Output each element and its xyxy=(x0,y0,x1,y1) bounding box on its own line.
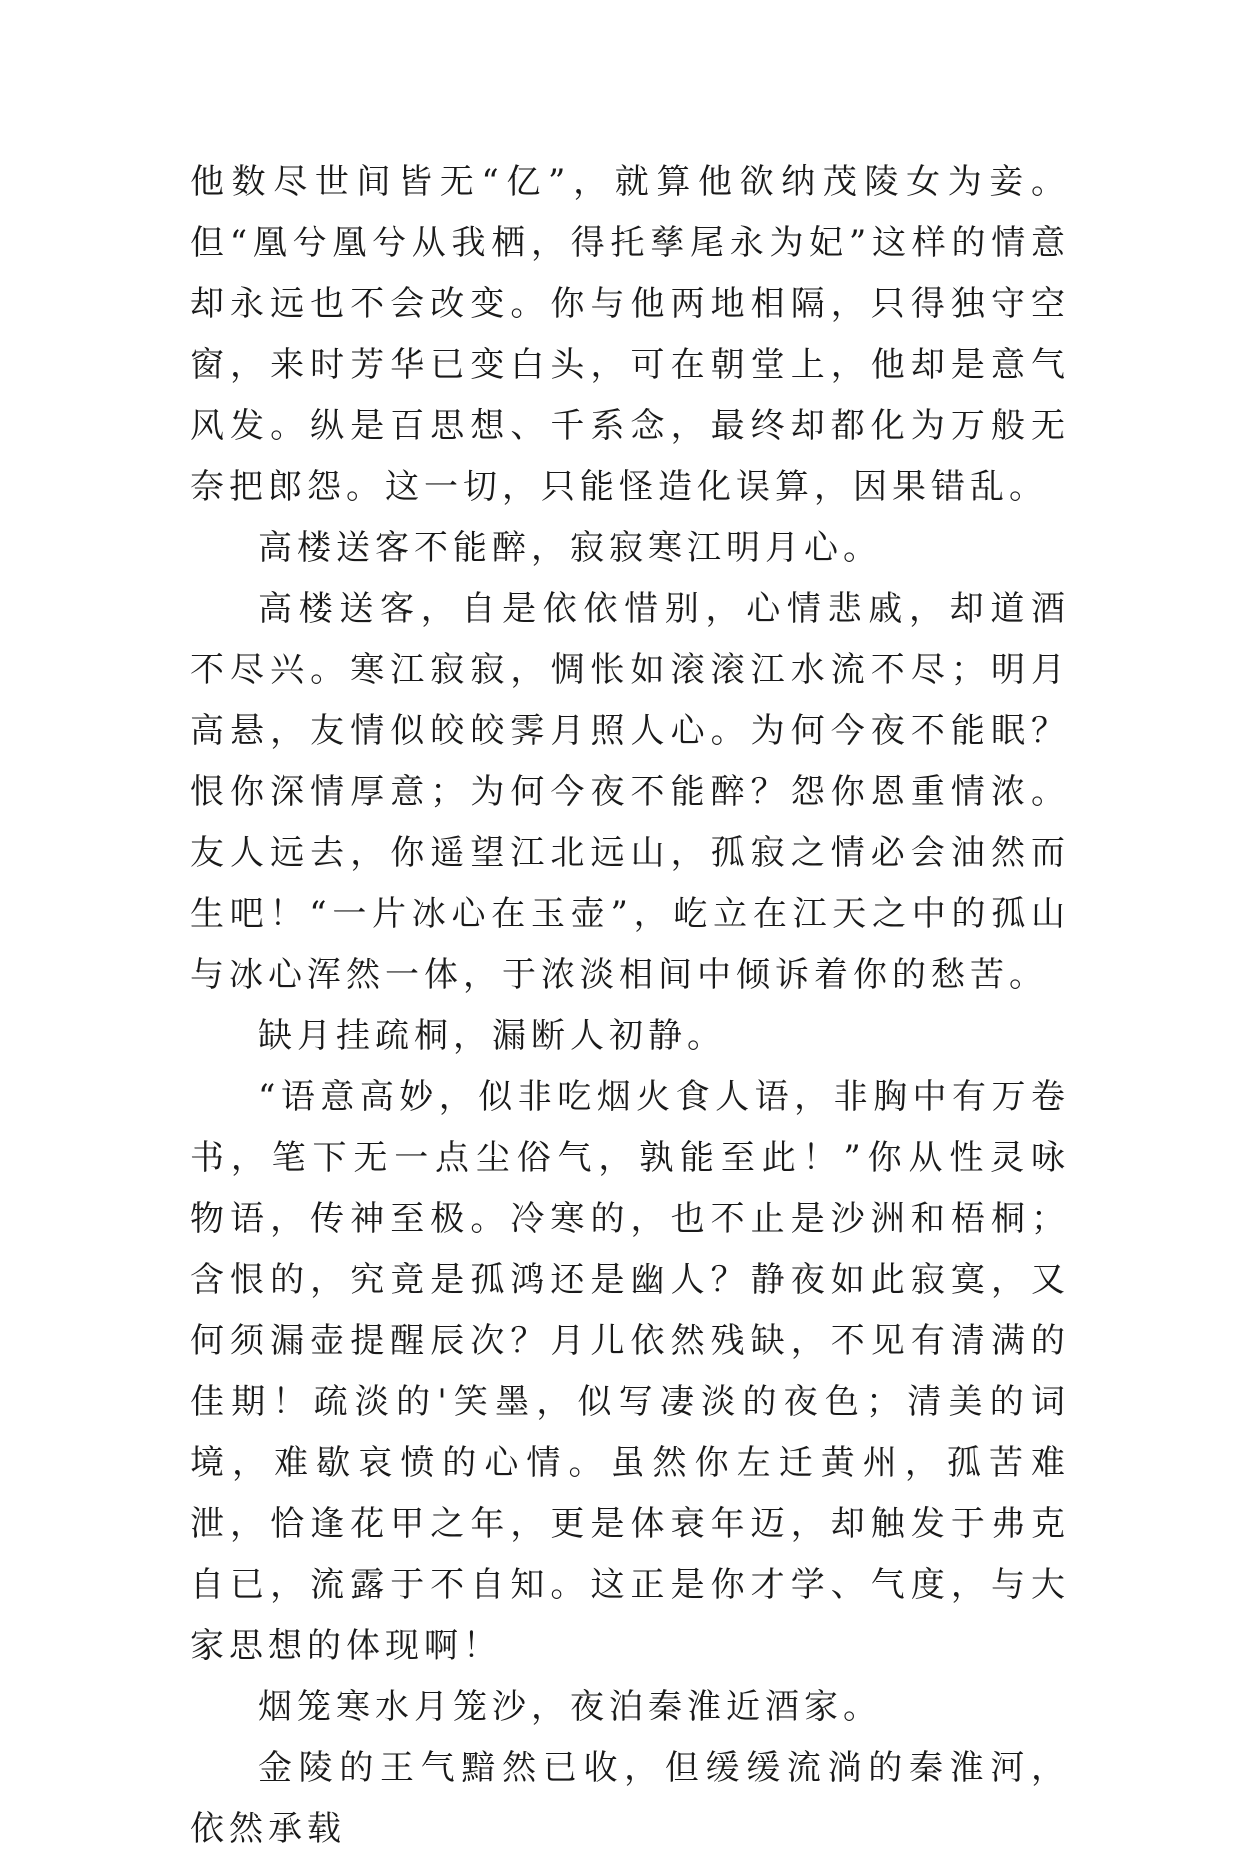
poem-line-heading: 高楼送客不能醉，寂寂寒江明月心。 xyxy=(258,528,882,568)
paragraph: “语意高妙，似非吃烟火食人语，非胸中有万卷书，笔下无一点尘俗气，孰能至此！”你从性灵咏物语，传神至极。冷寒的，也不止是沙洲和梧桐；含恨的，究竟是孤鸿还是幽人？静夜如此寂寞，又何须漏壶提醒辰次？月儿依然残缺，不见有清满的佳期！疏淡的'笑墨，似写凄淡的夜色；清美的词境，难歇哀愤的心情。虽然你左迁黄州，孤苦难泄，恰逢花甲之年，更是体衰年迈，却触发于弗克自已，流露于不自知。这正是你才学、气度，与大家思想的体现啊！ xyxy=(190,1077,1070,1666)
paragraph: 高楼送客，自是依依惜别，心情悲戚，却道酒不尽兴。寒江寂寂，惆怅如滚滚江水流不尽；明月高悬，友情似皎皎霁月照人心。为何今夜不能眠？恨你深情厚意；为何今夜不能醉？怨你恩重情浓。友人远去，你遥望江北远山，孤寂之情必会油然而生吧！“一片冰心在玉壶”，屹立在江天之中的孤山与冰心浑然一体，于浓淡相间中倾诉着你的愁苦。 xyxy=(190,589,1070,995)
paragraph: 金陵的王气黯然已收，但缓缓流淌的秦淮河，依然承载 xyxy=(190,1748,1070,1849)
poem-line-heading: 缺月挂疏桐，漏断人初静。 xyxy=(258,1016,726,1056)
paragraph-continuation: 他数尽世间皆无“亿”，就算他欲纳茂陵女为妾。但“凰兮凰兮从我栖，得托孳尾永为妃”这样的情意却永远也不会改变。你与他两地相隔，只得独守空窗，来时芳华已变白头，可在朝堂上，他却是意气风发。纵是百思想、千系念，最终却都化为万般无奈把郎怨。这一切，只能怪造化误算，因果错乱。 xyxy=(190,162,1070,507)
document-body xyxy=(190,152,1070,1860)
poem-line-heading: 烟笼寒水月笼沙，夜泊秦淮近酒家。 xyxy=(258,1687,882,1727)
